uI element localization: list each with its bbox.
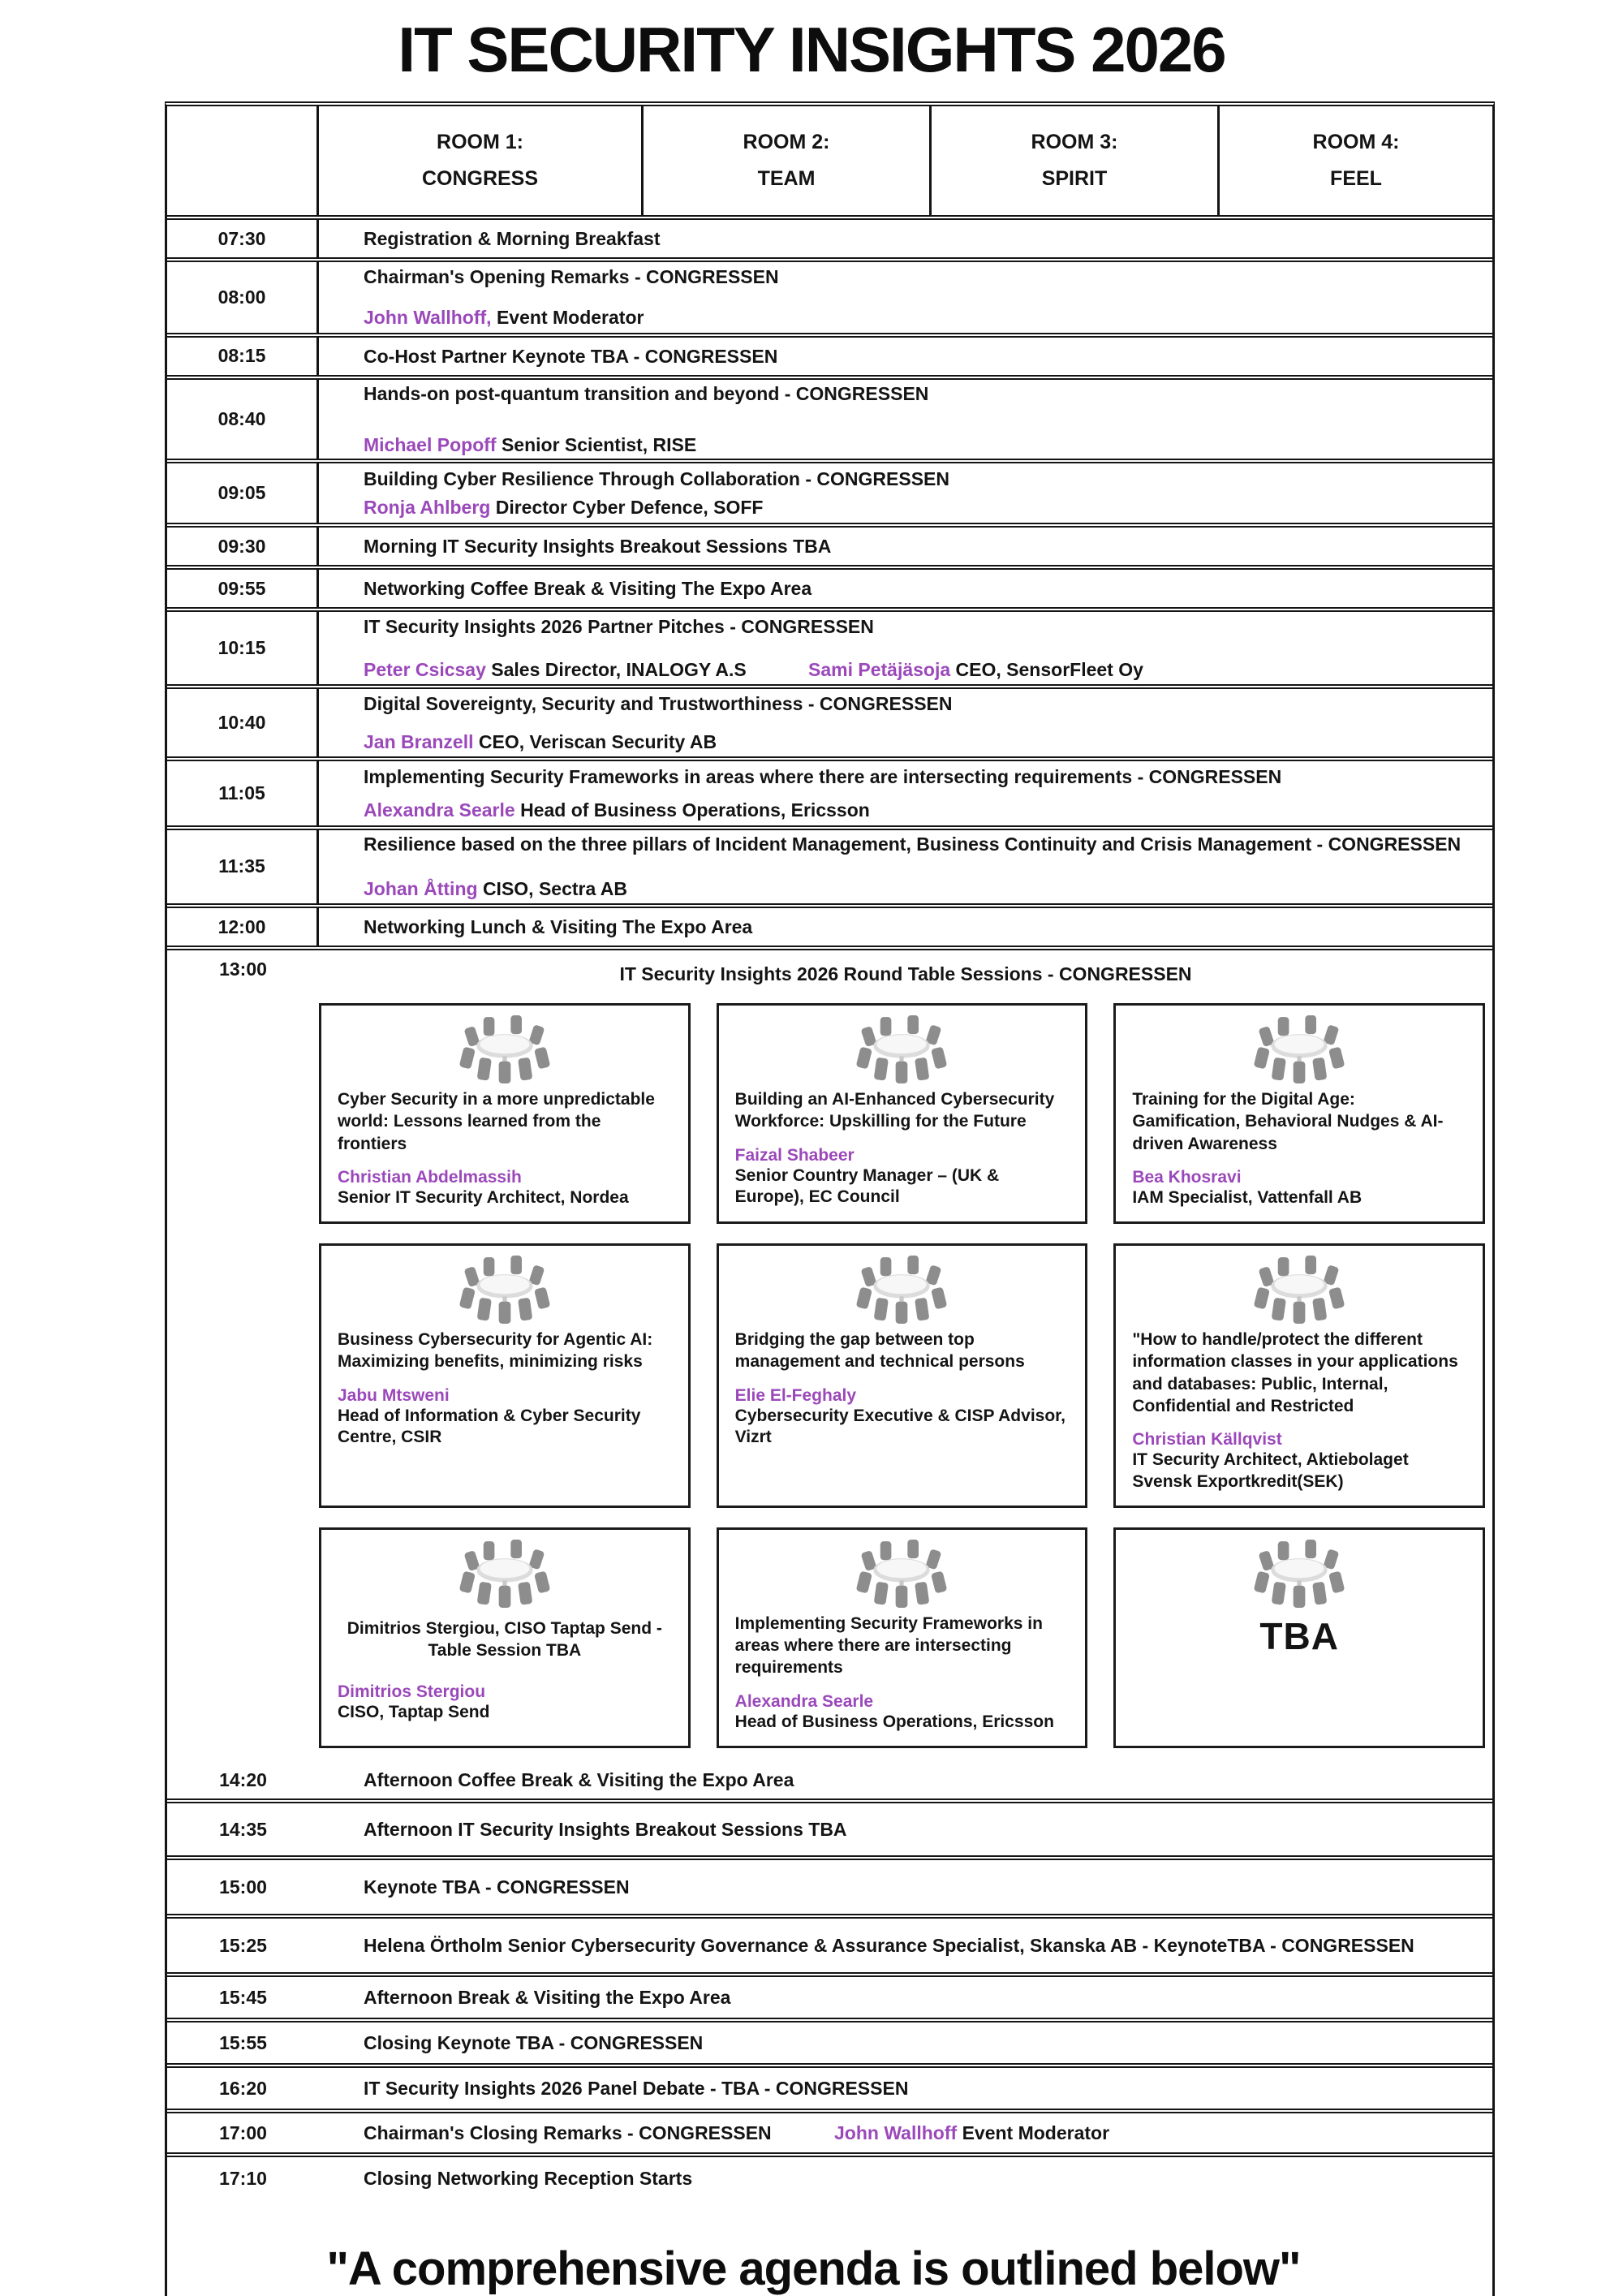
schedule-row (167, 380, 1492, 463)
schedule-row (167, 262, 1492, 338)
speaker-name: Ronja Ahlberg (364, 496, 491, 518)
speaker-role: CEO, SensorFleet Oy (955, 658, 1143, 680)
round-table-card (717, 1527, 1088, 1748)
schedule-row (167, 2022, 1492, 2068)
speaker-role: CISO, Sectra AB (482, 877, 628, 899)
card-title: Business Cybersecurity for Agentic AI: Maximizing benefits, minimizing risks (338, 1330, 653, 1372)
speaker-role: Senior Scientist, RISE (501, 433, 697, 455)
time-label: 11:35 (167, 830, 319, 903)
session-title: Afternoon IT Security Insights Breakout Sessions TBA (364, 1818, 847, 1840)
session-title: Networking Lunch & Visiting The Expo Area (364, 915, 753, 937)
speaker-name: John Wallhoff, (364, 307, 492, 329)
header-time-cell (167, 106, 319, 215)
schedule-row (167, 463, 1492, 528)
time-label: 09:55 (167, 570, 319, 607)
time-label: 15:55 (219, 2031, 267, 2053)
speaker-name: Christian Källqvist (1132, 1430, 1282, 1450)
room-venue: TEAM (757, 167, 816, 190)
round-table-card (717, 1003, 1088, 1224)
schedule-table (165, 101, 1495, 2296)
schedule-row (167, 2068, 1492, 2113)
closing-quote: "A comprehensive agenda is outlined below" (326, 2242, 1301, 2295)
room-header-row (167, 106, 1492, 220)
time-label: 10:15 (167, 612, 319, 684)
speaker-block (364, 658, 808, 682)
speaker-name: Christian Abdelmassih (338, 1167, 522, 1187)
round-table-icon (456, 1015, 553, 1083)
time-label: 13:00 (219, 958, 267, 980)
schedule-row (167, 1919, 1492, 1977)
session-title: Co-Host Partner Keynote TBA - CONGRESSEN (364, 345, 778, 367)
room-header-team (644, 106, 932, 215)
card-title: Building an AI-Enhanced Cybersecurity Workforce: Upskilling for the Future (734, 1090, 1055, 1131)
session-title: Keynote TBA - CONGRESSEN (364, 1876, 630, 1898)
time-label: 08:40 (167, 380, 319, 459)
room-venue: FEEL (1330, 167, 1382, 190)
session-title: Resilience based on the three pillars of Incident Management, Business Continuity and Crisis Management - CONGRESSEN (364, 834, 1462, 855)
session-title: Closing Networking Reception Starts (364, 2167, 693, 2189)
speaker-role: Sales Director, INALOGY A.S (491, 658, 747, 680)
room-header-feel (1220, 106, 1492, 215)
page-title: IT SECURITY INSIGHTS 2026 (398, 14, 1225, 85)
session-title: IT Security Insights 2026 Partner Pitches - CONGRESSEN (364, 615, 874, 637)
speaker-name: Bea Khosravi (1132, 1167, 1242, 1187)
card-title: Dimitrios Stergiou, CISO Taptap Send - Table Session TBA (347, 1618, 662, 1661)
time-label: 12:00 (167, 908, 319, 946)
room-header-spirit (932, 106, 1220, 215)
round-table-card (1113, 1003, 1485, 1224)
round-table-icon (456, 1540, 553, 1608)
speaker-role: Event Moderator (496, 307, 644, 329)
speaker-name: Dimitrios Stergiou (338, 1682, 486, 1702)
session-title: Networking Coffee Break & Visiting The Expo Area (364, 577, 812, 599)
schedule-row (167, 1803, 1492, 1860)
round-table-grid (319, 1003, 1485, 1748)
round-table-card-tba (1113, 1527, 1485, 1748)
room-name: ROOM 3: (1031, 131, 1118, 153)
speaker-role: IT Security Architect, Aktiebolaget Svensk Exportkredit(SEK) (1132, 1450, 1409, 1491)
schedule-row (167, 1977, 1492, 2022)
speaker-line (364, 730, 1473, 754)
time-label: 17:10 (219, 2167, 267, 2189)
time-label: 15:00 (219, 1876, 267, 1898)
speaker-name: Sami Petäjäsoja (808, 658, 951, 680)
speaker-role: Director Cyber Defence, SOFF (495, 496, 764, 518)
time-label: 09:05 (167, 463, 319, 523)
card-title: Training for the Digital Age: Gamification, Behavioral Nudges & AI-driven Awareness (1132, 1090, 1444, 1153)
time-label: 08:00 (167, 262, 319, 333)
card-title: TBA (1259, 1614, 1339, 1657)
room-name: ROOM 2: (743, 131, 830, 153)
round-table-icon (456, 1256, 553, 1324)
session-title: Chairman's Opening Remarks - CONGRESSEN (364, 265, 779, 287)
schedule-row (167, 2113, 1492, 2157)
round-table-card (319, 1527, 691, 1748)
round-table-card (1113, 1243, 1485, 1508)
speaker-name: Faizal Shabeer (734, 1145, 855, 1165)
schedule-row (167, 338, 1492, 380)
card-title: "How to handle/protect the different information classes in your applications and databases: Public, Internal, Confidential and Restricted (1132, 1330, 1458, 1416)
session-title: Afternoon Break & Visiting the Expo Area (364, 1986, 731, 2008)
session-title: Closing Keynote TBA - CONGRESSEN (364, 2031, 704, 2053)
session-title: Helena Örtholm Senior Cybersecurity Governance & Assurance Specialist, Skanska AB - KeynoteTBA - CONGRESSEN (364, 1934, 1414, 1956)
speaker-role: Event Moderator (962, 2122, 1110, 2143)
session-title: Registration & Morning Breakfast (364, 227, 661, 249)
room-name: ROOM 4: (1312, 131, 1400, 153)
session-title: Digital Sovereignty, Security and Trustworthiness - CONGRESSEN (364, 692, 953, 714)
schedule-row (167, 612, 1492, 689)
speaker-name: Johan Åtting (364, 877, 478, 899)
room-venue: SPIRIT (1041, 167, 1108, 190)
schedule-row (167, 528, 1492, 570)
time-label: 16:20 (219, 2077, 267, 2099)
schedule-row (167, 570, 1492, 612)
time-label: 10:40 (167, 689, 319, 756)
speaker-role: CISO, Taptap Send (338, 1703, 490, 1722)
round-table-section (167, 950, 1492, 1761)
speaker-name: Elie El-Feghaly (734, 1385, 857, 1405)
session-title: Afternoon Coffee Break & Visiting the Expo Area (364, 1768, 794, 1790)
schedule-row (167, 830, 1492, 908)
round-table-icon (1251, 1540, 1348, 1608)
session-title: Chairman's Closing Remarks - CONGRESSEN (364, 2122, 772, 2143)
session-title: IT Security Insights 2026 Panel Debate - TBA - CONGRESSEN (364, 2077, 909, 2099)
time-label: 15:45 (219, 1986, 267, 2008)
session-title: Building Cyber Resilience Through Collaboration - CONGRESSEN (364, 468, 950, 490)
session-title: Hands-on post-quantum transition and beyond - CONGRESSEN (364, 382, 929, 404)
session-title: Implementing Security Frameworks in areas where there are intersecting requirements - CONGRESSEN (364, 765, 1282, 787)
round-table-icon (853, 1015, 950, 1083)
time-label: 09:30 (167, 528, 319, 565)
round-table-heading: IT Security Insights 2026 Round Table Sessions - CONGRESSEN (619, 963, 1192, 985)
speaker-role: Cybersecurity Executive & CISP Advisor, Vizrt (734, 1406, 1066, 1447)
speaker-role: Head of Information & Cyber Security Centre, CSIR (338, 1406, 641, 1447)
time-label: 14:20 (219, 1768, 267, 1790)
speaker-name: Jan Branzell (364, 730, 474, 752)
time-label: 11:05 (167, 761, 319, 825)
schedule-row (167, 689, 1492, 761)
card-title: Implementing Security Frameworks in areas where there are intersecting requirements (734, 1613, 1043, 1678)
speaker-name: Michael Popoff (364, 433, 497, 455)
closing-section (167, 2157, 1492, 2296)
speaker-block (808, 658, 1143, 682)
speaker-line (364, 877, 1473, 901)
session-title: Morning IT Security Insights Breakout Sessions TBA (364, 535, 832, 557)
time-label: 14:35 (219, 1818, 267, 1840)
speaker-role: Head of Business Operations, Ericsson (734, 1712, 1054, 1731)
speaker-line (364, 306, 1473, 330)
room-header-congress (319, 106, 644, 215)
speaker-name: Peter Csicsay (364, 658, 486, 680)
time-label: 08:15 (167, 338, 319, 375)
schedule-row (167, 1860, 1492, 1919)
speaker-role: CEO, Veriscan Security AB (478, 730, 717, 752)
speaker-name: Alexandra Searle (734, 1691, 874, 1711)
room-venue: CONGRESS (421, 167, 539, 190)
speaker-line (364, 658, 1473, 682)
speaker-line (834, 2122, 1109, 2145)
time-label: 15:25 (219, 1934, 267, 1956)
speaker-role: IAM Specialist, Vattenfall AB (1132, 1187, 1363, 1207)
time-label: 17:00 (219, 2122, 267, 2143)
round-table-card (717, 1243, 1088, 1508)
speaker-line (364, 433, 1473, 457)
schedule-row (167, 1761, 1492, 1803)
room-name: ROOM 1: (437, 131, 523, 153)
speaker-line (364, 799, 1473, 822)
time-label: 07:30 (167, 220, 319, 257)
schedule-row (167, 761, 1492, 829)
speaker-role: Head of Business Operations, Ericsson (520, 799, 870, 821)
card-title: Bridging the gap between top management and technical persons (734, 1330, 1025, 1372)
schedule-row (167, 220, 1492, 262)
speaker-role: Senior Country Manager – (UK & Europe), EC Council (734, 1165, 1000, 1206)
speaker-name: Alexandra Searle (364, 799, 515, 821)
speaker-name: John Wallhoff (834, 2122, 958, 2143)
round-table-card (319, 1243, 691, 1508)
schedule-row (167, 908, 1492, 950)
speaker-line (364, 496, 1473, 519)
speaker-role: Senior IT Security Architect, Nordea (338, 1187, 629, 1207)
round-table-icon (853, 1540, 950, 1608)
speaker-name: Jabu Mtsweni (338, 1385, 450, 1405)
round-table-icon (853, 1256, 950, 1324)
round-table-card (319, 1003, 691, 1224)
round-table-icon (1251, 1256, 1348, 1324)
round-table-icon (1251, 1015, 1348, 1083)
card-title: Cyber Security in a more unpredictable world: Lessons learned from the frontiers (338, 1090, 655, 1153)
